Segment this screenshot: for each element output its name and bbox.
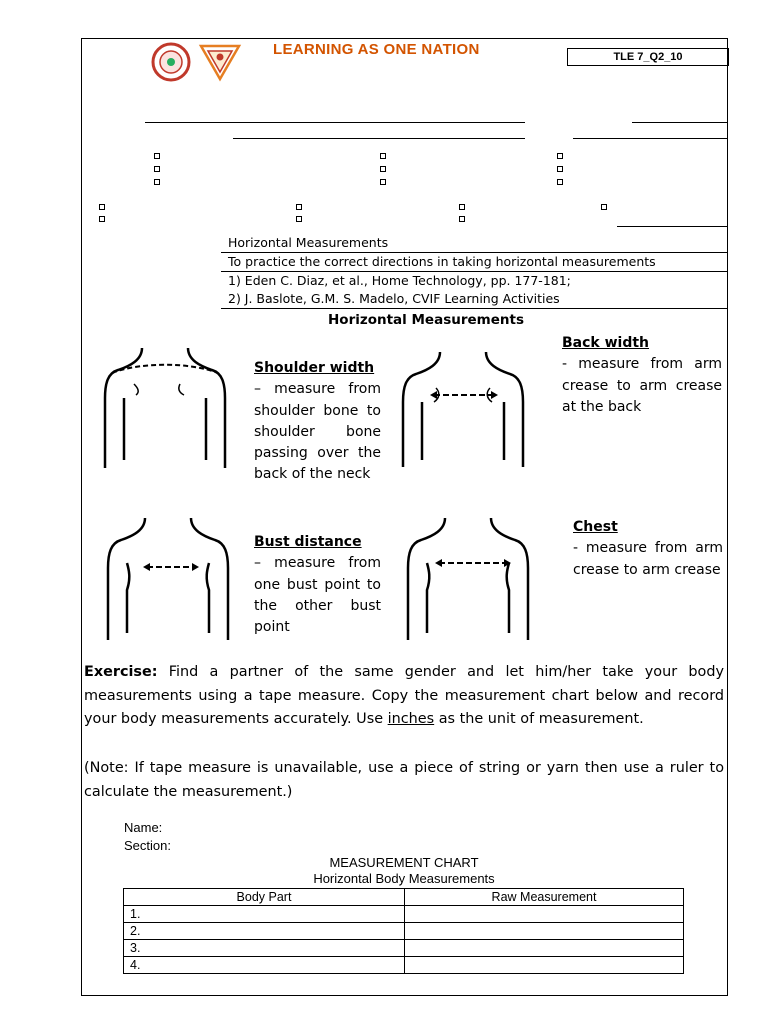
checkbox[interactable] xyxy=(154,153,160,159)
measurement-cell[interactable] xyxy=(405,940,684,957)
back-width-text: - measure from arm crease to arm crease at the back xyxy=(562,356,722,415)
exercise-text: Find a partner of the same gender and let him/her take your body measurements using a tape measure. Copy the measurement chart below and record your body measurements accurately. Use xyxy=(84,664,724,728)
header-title: LEARNING AS ONE NATION xyxy=(273,41,480,58)
exercise-text-end: as the unit of measurement. xyxy=(434,711,644,728)
table-row xyxy=(124,906,684,923)
checkbox[interactable] xyxy=(557,153,563,159)
module-code-box: TLE 7_Q2_10 xyxy=(567,48,729,66)
checkbox[interactable] xyxy=(380,153,386,159)
bust-distance-text: – measure from one bust point to the other bust point xyxy=(254,555,381,636)
checkbox[interactable] xyxy=(380,179,386,185)
checkbox[interactable] xyxy=(557,179,563,185)
measurement-chart-table xyxy=(123,888,684,974)
header-body-part: Body Part xyxy=(124,889,405,906)
blank-line xyxy=(632,122,728,123)
checkbox[interactable] xyxy=(459,216,465,222)
unit-inches: inches xyxy=(387,711,435,728)
checkbox[interactable] xyxy=(296,204,302,210)
checkbox[interactable] xyxy=(459,204,465,210)
checkbox[interactable] xyxy=(380,166,386,172)
row-number[interactable]: 4. xyxy=(124,957,405,974)
blank-line xyxy=(617,226,728,227)
row-number[interactable]: 3. xyxy=(124,940,405,957)
shoulder-width-term: Shoulder width xyxy=(254,360,375,376)
chest-term: Chest xyxy=(573,519,618,535)
header-raw-measurement: Raw Measurement xyxy=(405,889,684,906)
chart-title: MEASUREMENT CHART xyxy=(329,855,479,870)
section-label: Section: xyxy=(124,838,171,853)
checkbox[interactable] xyxy=(99,204,105,210)
chest-description xyxy=(573,517,723,581)
reference-1: 1) Eden C. Diaz, et al., Home Technology, pp. 177-181; xyxy=(228,273,571,288)
checkbox[interactable] xyxy=(296,216,302,222)
back-width-figure xyxy=(398,352,528,492)
shoulder-width-figure xyxy=(100,348,230,488)
exercise-note: (Note: If tape measure is unavailable, use a piece of string or yarn then use a ruler to calculate the measurement.) xyxy=(84,760,724,800)
chart-subtitle: Horizontal Body Measurements xyxy=(313,871,495,886)
blank-line xyxy=(145,122,525,123)
table-row xyxy=(124,923,684,940)
measurement-cell[interactable] xyxy=(405,906,684,923)
chest-figure xyxy=(403,518,533,648)
reference-2: 2) J. Baslote, G.M. S. Madelo, CVIF Learning Activities xyxy=(228,291,560,306)
checkbox[interactable] xyxy=(154,166,160,172)
checkbox[interactable] xyxy=(557,166,563,172)
bust-distance-figure xyxy=(103,518,233,648)
checkbox[interactable] xyxy=(154,179,160,185)
blank-line xyxy=(233,138,525,139)
blank-line xyxy=(573,138,728,139)
measurement-cell[interactable] xyxy=(405,957,684,974)
division-logo xyxy=(199,43,241,81)
checkbox[interactable] xyxy=(601,204,607,210)
lesson-topic: Horizontal Measurements xyxy=(228,235,389,250)
checkbox[interactable] xyxy=(99,216,105,222)
bust-distance-description xyxy=(254,532,381,638)
shoulder-width-description xyxy=(254,358,381,486)
divider xyxy=(221,308,728,309)
row-number[interactable]: 1. xyxy=(124,906,405,923)
chest-text: - measure from arm crease to arm crease xyxy=(573,540,723,578)
deped-seal-logo xyxy=(150,42,192,82)
measurement-cell[interactable] xyxy=(405,923,684,940)
table-row xyxy=(124,957,684,974)
exercise-paragraph xyxy=(84,661,724,732)
name-label: Name: xyxy=(124,820,163,835)
bust-distance-term: Bust distance xyxy=(254,534,362,550)
row-number[interactable]: 2. xyxy=(124,923,405,940)
back-width-description xyxy=(562,333,722,418)
shoulder-width-text: – measure from shoulder bone to shoulder bone passing over the back of the neck xyxy=(254,381,381,483)
table-header-row xyxy=(124,889,684,906)
lesson-objective: To practice the correct directions in taking horizontal measurements xyxy=(228,254,656,269)
section-title: Horizontal Measurements xyxy=(328,312,524,328)
exercise-label: Exercise: xyxy=(84,664,158,680)
back-width-term: Back width xyxy=(562,335,650,351)
table-row xyxy=(124,940,684,957)
